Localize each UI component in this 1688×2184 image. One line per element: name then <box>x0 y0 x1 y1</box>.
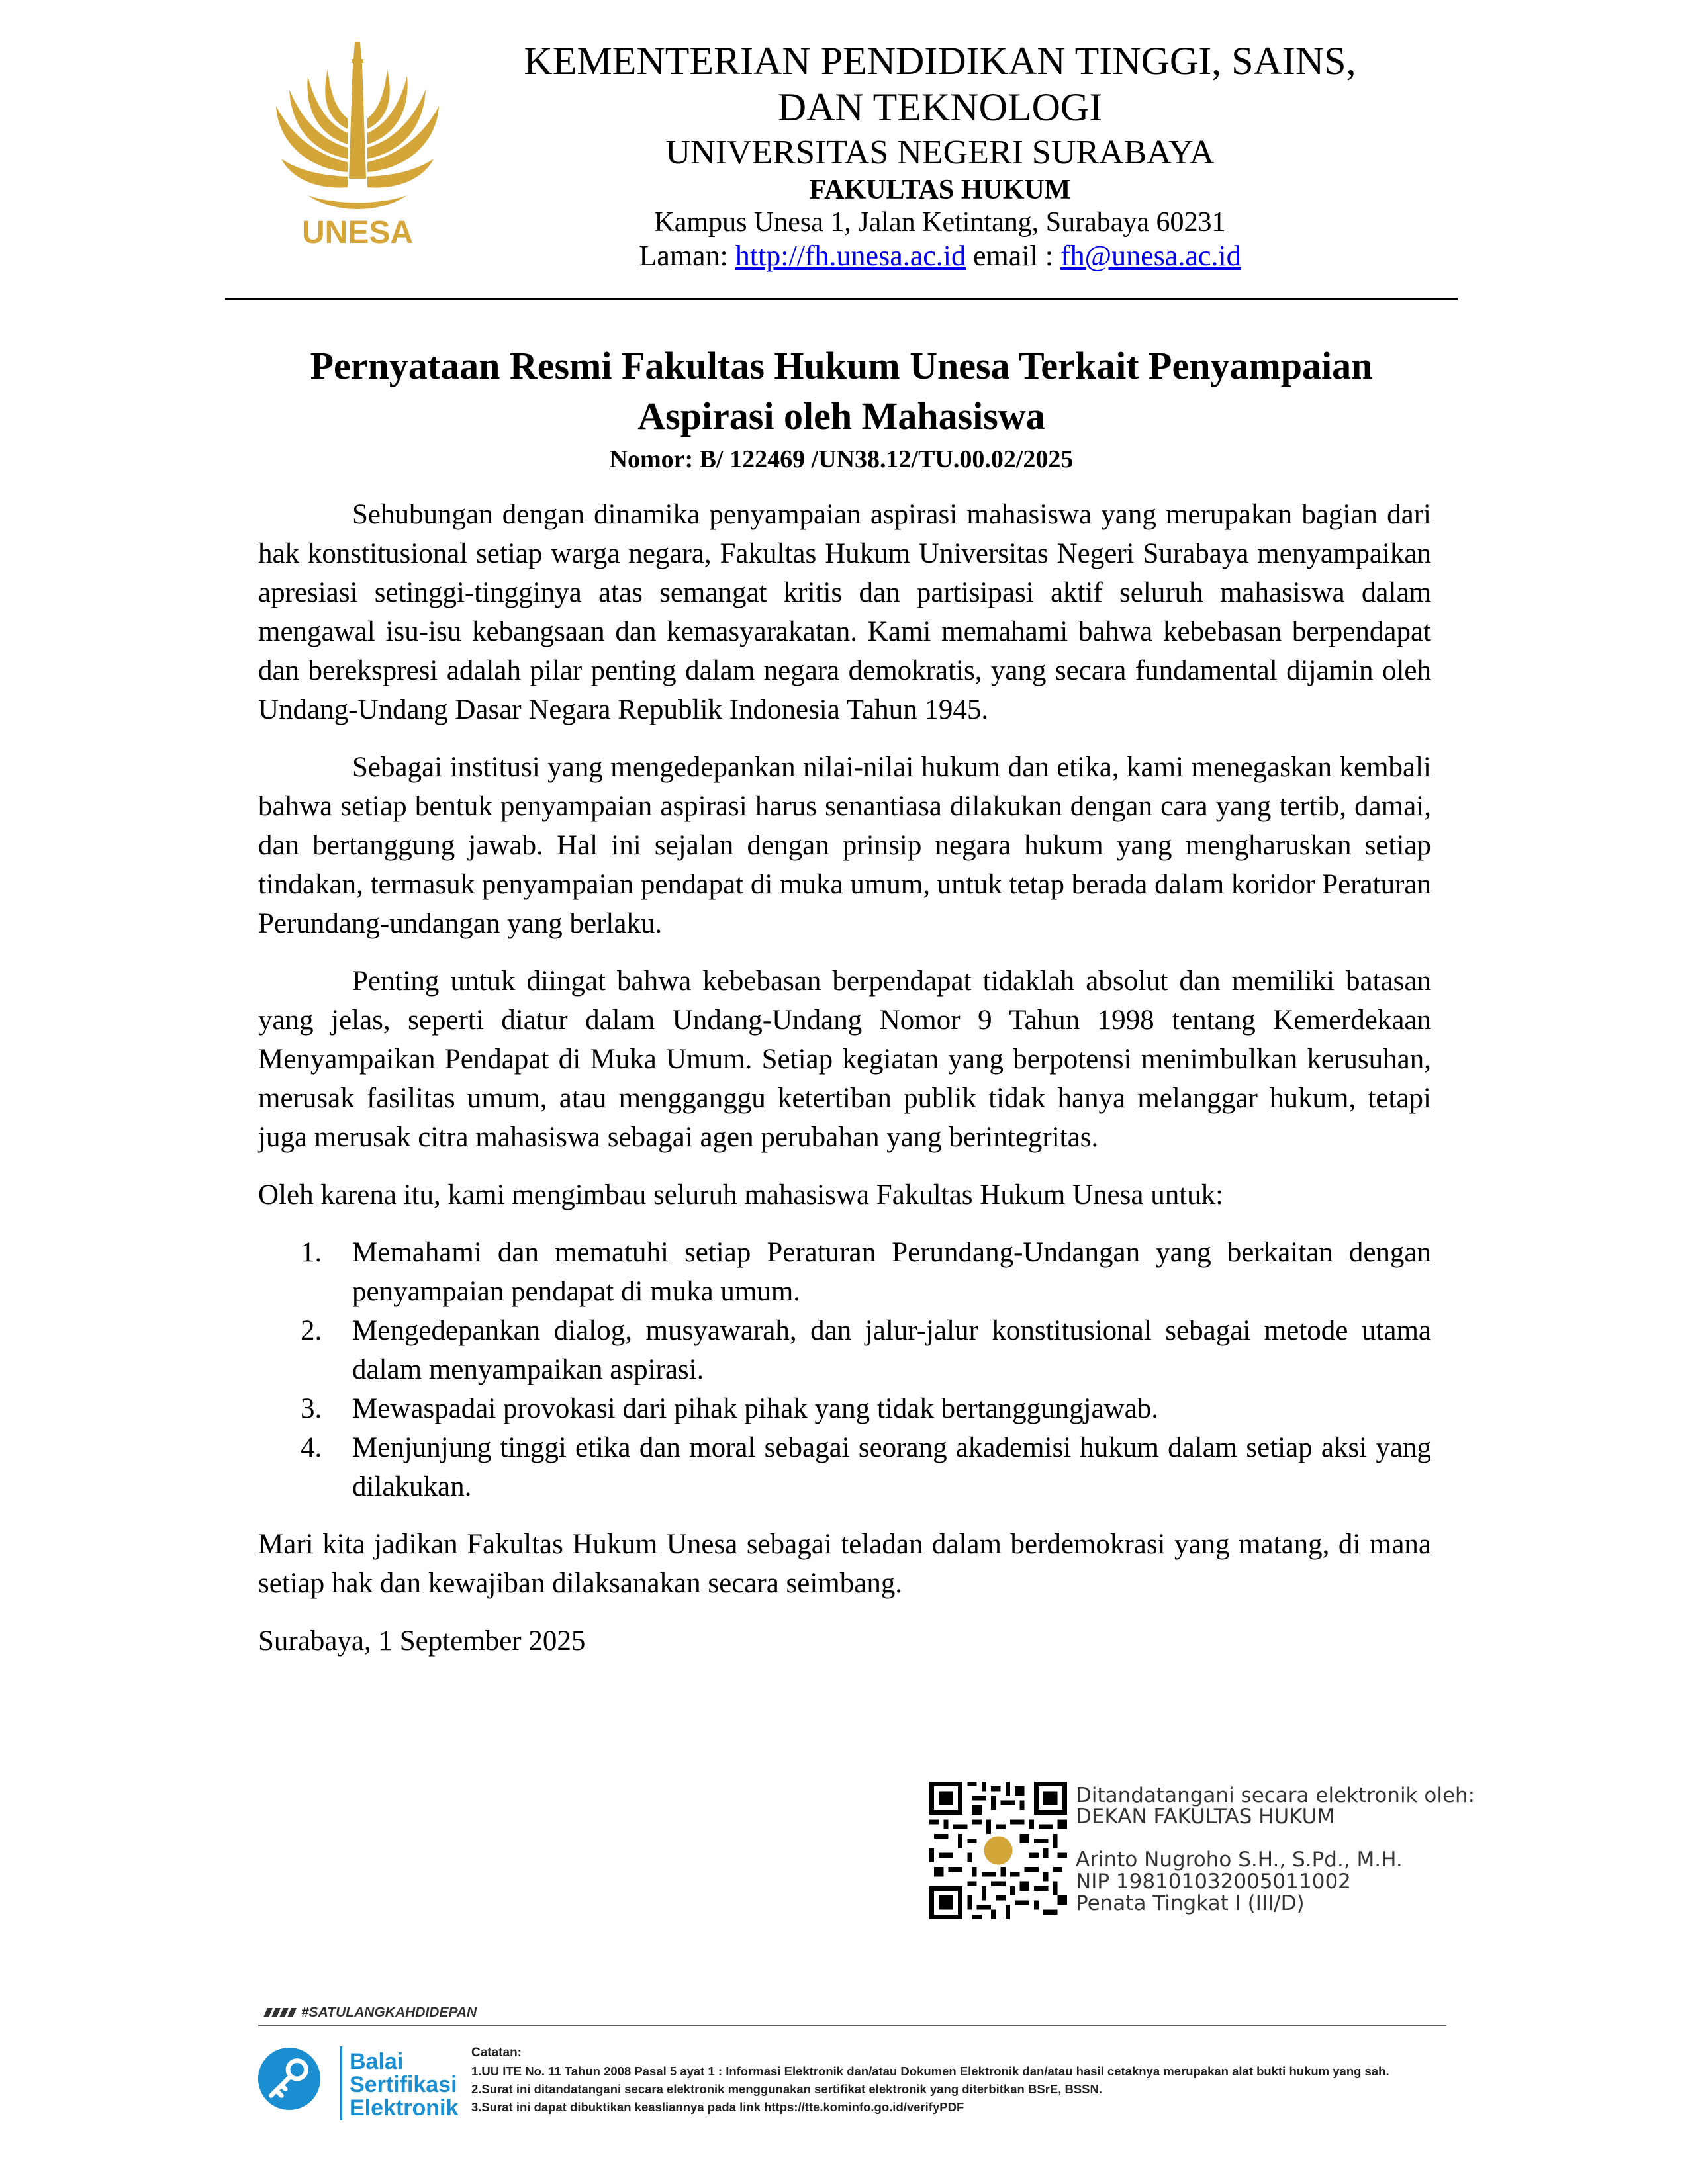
signer-name: Arinto Nugroho S.H., S.Pd., M.H. <box>1076 1848 1403 1872</box>
contact-line <box>444 242 1436 271</box>
laman-label: Laman: <box>639 240 728 272</box>
email-link[interactable]: fh@unesa.ac.id <box>1060 240 1241 272</box>
list-number: 1. <box>301 1237 322 1268</box>
list-number: 3. <box>301 1393 322 1424</box>
list-text: Memahami dan mematuhi setiap Peraturan Perundang-Undangan yang berkaitan dengan penyampaian pendapat di muka umum. <box>352 1237 1431 1307</box>
stripes-icon <box>263 2008 298 2017</box>
document-title: Pernyataan Resmi Fakultas Hukum Unesa Terkait Penyampaian <box>310 344 1373 387</box>
letter-body <box>258 495 1431 1679</box>
appeal-list <box>258 1233 1431 1506</box>
footer-divider <box>258 2025 1446 2026</box>
list-item <box>301 1428 1431 1506</box>
signer-rank: Penata Tingkat I (III/D) <box>1076 1891 1305 1915</box>
note-1: 1.UU ITE No. 11 Tahun 2008 Pasal 5 ayat 1 : Informasi Elektronik dan/atau Dokumen Elektronik dan/atau hasil cetaknya merupakan alat bukti hukum yang sah. <box>471 2064 1389 2078</box>
letterhead-divider <box>225 298 1458 300</box>
paragraph-1: Sehubungan dengan dinamika penyampaian aspirasi mahasiswa yang merupakan bagian dari hak konstitusional setiap warga negara, Fakultas Hukum Universitas Negeri Surabaya menyampaikan apresiasi setinggi-tingginya atas semangat kritis dan partisipasi aktif seluruh mahasiswa dalam mengawal isu-isu kebangsaan dan kemasyarakatan. Kami memahami bahwa kebebasan berpendapat dan berekspresi adalah pilar penting dalam negara demokratis, yang secara fundamental dijamin oleh Undang-Undang Dasar Negara Republik Indonesia Tahun 1945. <box>258 499 1431 725</box>
bsre-logo-icon <box>257 2046 322 2111</box>
qr-code-icon <box>929 1782 1067 1919</box>
email-label: email : <box>973 240 1053 272</box>
paragraph-5: Mari kita jadikan Fakultas Hukum Unesa sebagai teladan dalam berdemokrasi yang matang, di mana setiap hak dan kewajiban dilaksanakan secara seimbang. <box>258 1529 1431 1599</box>
campaign-hashtag: #SATULANGKAHDIDEPAN <box>301 2005 477 2020</box>
list-number: 4. <box>301 1432 322 1463</box>
bsre-wordmark-3: Elektronik <box>350 2095 459 2120</box>
notes-heading: Catatan: <box>471 2046 522 2060</box>
campus-address: Kampus Unesa 1, Jalan Ketintang, Surabaya 60231 <box>654 207 1226 238</box>
document-number: Nomor: B/ 122469 /UN38.12/TU.00.02/2025 <box>609 445 1074 473</box>
logo-wordmark: UNESA <box>301 215 414 248</box>
note-3: 3.Surat ini dapat dibuktikan keasliannya pada link https://tte.kominfo.go.id/verifyPDF <box>471 2100 964 2114</box>
list-item <box>301 1233 1431 1311</box>
signer-position: DEKAN FAKULTAS HUKUM <box>1076 1805 1335 1829</box>
unesa-logo <box>261 36 453 248</box>
list-text: Mewaspadai provokasi dari pihak pihak yang tidak bertanggungjawab. <box>352 1393 1158 1424</box>
paragraph-3: Penting untuk diingat bahwa kebebasan berpendapat tidaklah absolut dan memiliki batasan yang jelas, seperti diatur dalam Undang-Undang Nomor 9 Tahun 1998 tentang Kemerdekaan Menyampaikan Pendapat di Muka Umum. Setiap kegiatan yang berpotensi menimbulkan kerusuhan, merusak fasilitas umum, atau mengganggu ketertiban publik tidak hanya melanggar hukum, tetapi juga merusak citra mahasiswa sebagai agen perubahan yang berintegritas. <box>258 966 1431 1153</box>
note-2: 2.Surat ini ditandatangani secara elektronik menggunakan sertifikat elektronik yang diterbitkan BSrE, BSSN. <box>471 2082 1103 2096</box>
signer-nip: NIP 198101032005011002 <box>1076 1870 1351 1893</box>
ministry-name: KEMENTERIAN PENDIDIKAN TINGGI, SAINS, <box>524 39 1356 83</box>
ministry-name-cont: DAN TEKNOLOGI <box>777 85 1103 129</box>
paragraph-4: Oleh karena itu, kami mengimbau seluruh mahasiswa Fakultas Hukum Unesa untuk: <box>258 1179 1224 1210</box>
list-item <box>301 1389 1431 1428</box>
bsre-wordmark-1: Balai <box>350 2049 404 2074</box>
list-item <box>301 1311 1431 1389</box>
signature-caption: Ditandatangani secara elektronik oleh: <box>1076 1784 1476 1807</box>
website-link[interactable]: http://fh.unesa.ac.id <box>735 240 966 272</box>
document-title-cont: Aspirasi oleh Mahasiswa <box>637 394 1045 437</box>
paragraph-2: Sebagai institusi yang mengedepankan nilai-nilai hukum dan etika, kami menegaskan kembali bahwa setiap bentuk penyampaian aspirasi harus senantiasa dilakukan dengan cara yang tertib, damai, dan bertanggung jawab. Hal ini sejalan dengan prinsip negara hukum yang mengharuskan setiap tindakan, termasuk penyampaian pendapat di muka umum, untuk tetap berada dalam koridor Peraturan Perundang-undangan yang berlaku. <box>258 752 1431 939</box>
bsre-wordmark-2: Sertifikasi <box>350 2072 457 2097</box>
list-text: Mengedepankan dialog, musyawarah, dan jalur-jalur konstitusional sebagai metode utama dalam menyampaikan aspirasi. <box>352 1315 1431 1385</box>
list-number: 2. <box>301 1315 322 1346</box>
faculty-name: FAKULTAS HUKUM <box>809 175 1071 205</box>
university-name: UNIVERSITAS NEGERI SURABAYA <box>665 134 1215 171</box>
list-text: Menjunjung tinggi etika dan moral sebagai seorang akademisi hukum dalam setiap aksi yang dilakukan. <box>352 1432 1431 1502</box>
place-date: Surabaya, 1 September 2025 <box>258 1625 586 1657</box>
bsre-divider <box>340 2046 342 2120</box>
